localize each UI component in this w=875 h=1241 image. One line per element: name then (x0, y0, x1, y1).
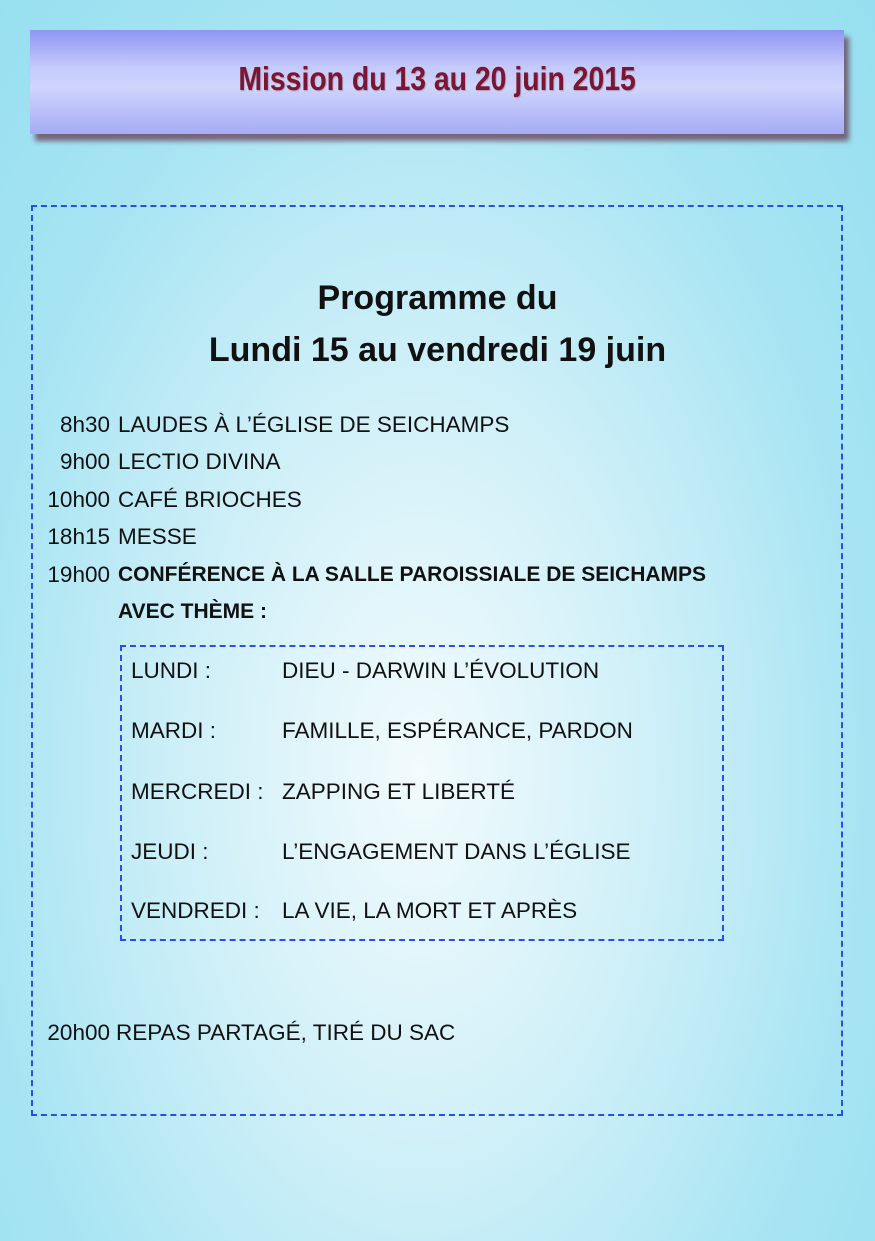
heading-line-2: Lundi 15 au vendredi 19 juin (208, 331, 667, 369)
schedule-time: 10h00 (47, 487, 110, 512)
schedule-time: 20h00 (47, 1020, 110, 1045)
theme-day: VENDREDI : (131, 898, 260, 923)
theme-day: MARDI : (131, 718, 217, 743)
program-heading (0, 272, 875, 376)
theme-day: JEUDI : (131, 839, 209, 864)
theme-topic: ZAPPING ET LIBERTÉ (282, 779, 515, 804)
schedule-activity: LAUDES À L’ÉGLISE DE SEICHAMPS (118, 412, 510, 437)
schedule-activity: LECTIO DIVINA (118, 449, 281, 474)
schedule-activity: CAFÉ BRIOCHES (118, 487, 302, 512)
heading-line-1: Programme du (317, 279, 558, 317)
theme-topic: LA VIE, LA MORT ET APRÈS (282, 898, 578, 923)
theme-day: LUNDI : (131, 658, 212, 683)
schedule-time: 9h00 (59, 449, 110, 474)
schedule-activity: CONFÉRENCE À LA SALLE PAROISSIALE DE SEICHAMPS (118, 563, 707, 586)
schedule-activity-continuation: AVEC THÈME : (118, 600, 267, 623)
schedule-time: 18h15 (47, 524, 110, 549)
title-banner (30, 30, 844, 134)
theme-topic: DIEU - DARWIN L’ÉVOLUTION (282, 658, 600, 683)
schedule-activity: MESSE (118, 524, 197, 549)
schedule-activity: REPAS PARTAGÉ, TIRÉ DU SAC (116, 1020, 456, 1045)
theme-topic: L’ENGAGEMENT DANS L’ÉGLISE (282, 839, 631, 864)
banner-title: Mission du 13 au 20 juin 2015 (238, 60, 636, 97)
theme-topic: FAMILLE, ESPÉRANCE, PARDON (282, 718, 633, 743)
theme-day: MERCREDI : (131, 779, 264, 804)
schedule-time: 8h30 (59, 412, 110, 437)
schedule-time: 19h00 (47, 562, 110, 587)
